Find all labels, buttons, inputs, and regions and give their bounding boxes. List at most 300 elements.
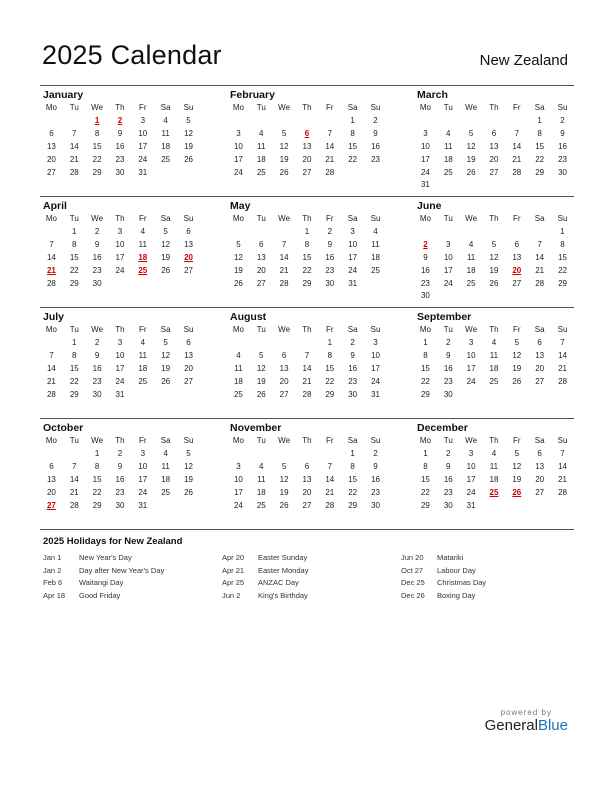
generalblue-logo: [485, 717, 568, 734]
week-row: [40, 167, 200, 180]
day-cell: 1: [72, 226, 77, 236]
month-table: [227, 435, 387, 512]
day-cell: 11: [371, 239, 380, 249]
day-cell: 25: [161, 154, 171, 164]
day-cell: 1: [94, 448, 100, 458]
day-cell: 6: [304, 461, 310, 471]
day-cell: 4: [140, 226, 146, 236]
weekday-header: Mo: [232, 103, 244, 112]
day-cell: 25: [138, 376, 148, 386]
weekday-header: Tu: [69, 103, 79, 112]
day-cell: 7: [281, 239, 287, 249]
day-cell: 31: [420, 180, 430, 190]
weekday-header: We: [465, 325, 478, 334]
month-october: [40, 421, 200, 512]
day-cell: 12: [279, 474, 289, 484]
day-cell: 4: [259, 461, 264, 471]
day-cell: [505, 179, 528, 192]
day-cell: 15: [92, 141, 102, 151]
holiday-date: Jun 20: [401, 553, 424, 562]
day-cell: 18: [161, 474, 171, 484]
day-cell: 8: [423, 461, 428, 471]
week-row: [414, 167, 574, 180]
day-cell: 24: [115, 376, 125, 386]
week-row: [414, 252, 574, 265]
month-name: July: [43, 311, 65, 323]
day-cell: 4: [140, 337, 146, 347]
day-cell: 29: [558, 278, 567, 288]
day-cell: [177, 167, 200, 180]
day-cell: 27: [302, 500, 312, 510]
week-row: [414, 474, 574, 487]
day-cell: 8: [423, 350, 428, 360]
day-cell: 26: [161, 376, 171, 386]
day-cell: 11: [257, 141, 266, 151]
day-cell: 24: [348, 265, 358, 275]
month-name: March: [417, 89, 448, 101]
day-cell: [528, 290, 551, 303]
day-cell: 30: [115, 167, 125, 177]
day-cell: 28: [302, 389, 312, 399]
day-cell: 17: [371, 363, 380, 373]
day-cell: 27: [535, 376, 545, 386]
day-cell: 25: [489, 376, 499, 386]
holiday-item: [401, 577, 571, 590]
day-cell: 23: [371, 154, 380, 164]
day-cell: 20: [489, 154, 499, 164]
weekday-header: Mo: [45, 436, 57, 445]
week-row: [414, 115, 574, 128]
weekday-header: Su: [370, 325, 381, 334]
day-cell: 19: [184, 474, 193, 484]
day-cell: [437, 115, 460, 128]
day-cell: 11: [489, 461, 499, 471]
day-cell: 22: [348, 487, 358, 497]
day-cell: 10: [371, 350, 380, 360]
day-cell: 26: [512, 376, 522, 386]
day-cell: 22: [348, 154, 358, 164]
day-cell: 7: [327, 461, 333, 471]
weekday-header: Fr: [513, 214, 521, 223]
day-cell: 5: [281, 461, 287, 471]
week-row: [40, 141, 200, 154]
day-cell: 27: [184, 265, 193, 275]
month-table: [414, 324, 574, 401]
week-row: [227, 115, 387, 128]
day-cell: 6: [281, 350, 287, 360]
day-cell: 9: [446, 461, 451, 471]
weekday-header: Su: [370, 103, 381, 112]
quarter-row: [40, 196, 574, 307]
day-cell: 11: [489, 350, 499, 360]
quarter-row: [40, 418, 574, 530]
week-row: [227, 226, 387, 239]
day-cell: 3: [468, 337, 474, 347]
holiday-item: [43, 552, 213, 565]
logo-general: General: [484, 717, 538, 734]
day-cell: 25: [443, 167, 453, 177]
day-cell: 17: [115, 252, 125, 262]
day-cell: 2: [560, 115, 565, 125]
week-row: [40, 474, 200, 487]
day-cell: 12: [161, 239, 171, 249]
week-row: [40, 115, 200, 128]
day-cell: 24: [115, 265, 125, 275]
day-cell: 3: [350, 226, 355, 236]
month-name: August: [230, 311, 267, 323]
weekday-header: We: [278, 103, 291, 112]
weekday-header: Mo: [419, 325, 431, 334]
day-cell: 6: [259, 239, 264, 249]
day-cell: 2: [423, 239, 428, 249]
day-cell: 21: [279, 265, 289, 275]
day-cell: 14: [69, 141, 79, 151]
day-cell: 14: [325, 474, 335, 484]
day-cell: 14: [46, 252, 56, 262]
day-cell: 26: [184, 487, 193, 497]
day-cell: 11: [138, 350, 147, 360]
day-cell: 26: [466, 167, 476, 177]
day-cell: [40, 448, 63, 461]
day-cell: 3: [373, 337, 378, 347]
day-cell: 17: [443, 265, 453, 275]
day-cell: 1: [423, 448, 428, 458]
day-cell: 5: [514, 337, 520, 347]
holiday-date: Dec 26: [401, 590, 425, 600]
day-cell: 18: [489, 474, 499, 484]
day-cell: 30: [443, 389, 453, 399]
day-cell: 27: [279, 389, 289, 399]
day-cell: 10: [420, 141, 430, 151]
day-cell: 20: [512, 265, 522, 275]
day-cell: 27: [302, 167, 312, 177]
day-cell: 8: [327, 350, 333, 360]
day-cell: 23: [92, 265, 102, 275]
weekday-header: Tu: [69, 214, 79, 223]
day-cell: 4: [163, 448, 168, 458]
logo-blue: Blue: [537, 717, 568, 734]
weekday-header: Th: [302, 103, 312, 112]
day-cell: 29: [92, 500, 102, 510]
holiday-item: [43, 577, 213, 590]
day-cell: 18: [233, 376, 243, 386]
day-cell: [177, 500, 200, 513]
day-cell: 12: [184, 461, 193, 471]
day-cell: 28: [46, 389, 56, 399]
holiday-name: Christmas Day: [437, 578, 487, 588]
day-cell: 29: [420, 500, 430, 510]
day-cell: 24: [138, 154, 148, 164]
day-cell: 5: [491, 239, 497, 249]
day-cell: 18: [138, 363, 148, 373]
weekday-header: Mo: [45, 103, 57, 112]
day-cell: [414, 115, 437, 128]
day-cell: 21: [69, 154, 79, 164]
day-cell: 22: [69, 376, 79, 386]
day-cell: 20: [256, 265, 266, 275]
day-cell: 25: [138, 265, 148, 275]
day-cell: 6: [49, 128, 54, 138]
day-cell: [227, 226, 250, 239]
day-cell: 6: [304, 128, 310, 138]
day-cell: 17: [233, 154, 243, 164]
day-cell: 25: [256, 167, 266, 177]
week-row: [40, 363, 200, 376]
day-cell: 17: [138, 474, 148, 484]
day-cell: 18: [489, 363, 499, 373]
week-row: [40, 265, 200, 278]
day-cell: 10: [115, 239, 125, 249]
day-cell: 1: [327, 337, 333, 347]
day-cell: 18: [138, 252, 148, 262]
weekday-header: We: [278, 325, 291, 334]
weekday-header: Tu: [69, 325, 79, 334]
day-cell: 23: [348, 376, 358, 386]
day-cell: [483, 500, 506, 513]
weekday-header: We: [91, 436, 104, 445]
weekday-header: Su: [183, 103, 194, 112]
day-cell: 10: [115, 350, 125, 360]
week-row: [414, 290, 574, 303]
day-cell: 12: [161, 350, 171, 360]
day-cell: 12: [279, 141, 289, 151]
day-cell: [528, 179, 551, 192]
weekday-header: Su: [183, 325, 194, 334]
weekday-header: Tu: [443, 436, 453, 445]
month-name: April: [43, 200, 67, 212]
day-cell: [460, 226, 483, 239]
day-cell: [154, 167, 177, 180]
month-march: [414, 88, 574, 192]
day-cell: 30: [420, 291, 430, 301]
week-row: [227, 167, 387, 180]
week-row: [227, 389, 387, 402]
day-cell: 14: [46, 363, 56, 373]
week-row: [414, 141, 574, 154]
day-cell: 10: [348, 239, 358, 249]
day-cell: 23: [92, 376, 102, 386]
day-cell: 17: [115, 363, 125, 373]
day-cell: 13: [46, 141, 56, 151]
day-cell: 7: [49, 350, 54, 360]
weekday-header: Tu: [256, 325, 266, 334]
day-cell: 4: [373, 226, 378, 236]
day-cell: 12: [466, 141, 476, 151]
day-cell: 19: [512, 474, 522, 484]
day-cell: 12: [489, 252, 499, 262]
weekday-header: Sa: [160, 436, 171, 445]
day-cell: 6: [49, 461, 54, 471]
day-cell: 25: [161, 487, 171, 497]
holiday-name: Labour Day: [437, 565, 476, 575]
weekday-header: Sa: [347, 325, 358, 334]
day-cell: [460, 290, 483, 303]
day-cell: 18: [256, 487, 266, 497]
day-cell: [250, 337, 273, 350]
day-cell: 14: [558, 350, 567, 360]
day-cell: [528, 389, 551, 402]
day-cell: 29: [302, 278, 312, 288]
weekday-header: Sa: [160, 214, 171, 223]
day-cell: 28: [558, 487, 567, 497]
day-cell: 21: [325, 487, 335, 497]
weekday-header: Mo: [419, 436, 431, 445]
day-cell: [460, 179, 483, 192]
weekday-header: Mo: [419, 214, 431, 223]
day-cell: 5: [186, 115, 191, 125]
weekday-header: Th: [115, 436, 125, 445]
weekday-header: Th: [115, 103, 125, 112]
day-cell: 7: [72, 128, 77, 138]
weekday-header: Tu: [443, 325, 453, 334]
day-cell: 7: [327, 128, 333, 138]
holiday-date: Apr 18: [43, 590, 66, 600]
calendar-grid: [40, 85, 574, 530]
day-cell: 30: [92, 389, 102, 399]
weekday-header: We: [91, 214, 104, 223]
day-cell: 1: [350, 115, 355, 125]
day-cell: [273, 337, 296, 350]
day-cell: 10: [466, 461, 476, 471]
day-cell: 20: [46, 154, 56, 164]
week-row: [227, 500, 387, 513]
day-cell: 30: [325, 278, 335, 288]
day-cell: 11: [161, 461, 170, 471]
month-december: [414, 421, 574, 512]
day-cell: 6: [491, 128, 497, 138]
day-cell: 1: [304, 226, 310, 236]
month-name: December: [417, 422, 468, 434]
week-row: [40, 376, 200, 389]
day-cell: 16: [443, 474, 453, 484]
month-name: June: [417, 200, 442, 212]
day-cell: [551, 389, 574, 402]
weekday-header: Th: [489, 214, 499, 223]
holiday-date: Jan 1: [43, 553, 62, 562]
day-cell: 28: [325, 167, 335, 177]
day-cell: 19: [256, 376, 266, 386]
day-cell: [296, 115, 319, 128]
day-cell: 22: [302, 265, 312, 275]
week-row: [40, 500, 200, 513]
weekday-header: We: [465, 103, 478, 112]
weekday-header: Mo: [232, 436, 244, 445]
day-cell: 5: [163, 226, 168, 236]
week-row: [227, 337, 387, 350]
month-february: [227, 88, 387, 179]
day-cell: [273, 448, 296, 461]
day-cell: 10: [233, 474, 243, 484]
week-row: [40, 278, 200, 291]
day-cell: 26: [161, 265, 171, 275]
day-cell: 12: [233, 252, 243, 262]
month-name: May: [230, 200, 251, 212]
day-cell: 21: [46, 376, 56, 386]
day-cell: 26: [184, 154, 193, 164]
day-cell: 13: [256, 252, 266, 262]
day-cell: [364, 278, 387, 291]
holiday-date: Apr 25: [222, 578, 245, 588]
day-cell: 21: [535, 265, 545, 275]
month-table: [227, 213, 387, 290]
day-cell: 7: [560, 448, 565, 458]
day-cell: 6: [514, 239, 520, 249]
day-cell: [551, 179, 574, 192]
day-cell: 27: [512, 278, 522, 288]
day-cell: 2: [373, 115, 378, 125]
holiday-item: [43, 565, 213, 578]
week-row: [414, 226, 574, 239]
weekday-header: We: [278, 214, 291, 223]
day-cell: 19: [233, 265, 243, 275]
day-cell: 17: [138, 141, 148, 151]
day-cell: [483, 115, 506, 128]
day-cell: 23: [443, 376, 453, 386]
weekday-header: We: [91, 103, 104, 112]
week-row: [414, 128, 574, 141]
day-cell: 29: [348, 500, 358, 510]
day-cell: 6: [186, 337, 191, 347]
day-cell: 13: [512, 252, 522, 262]
day-cell: [250, 448, 273, 461]
week-row: [227, 128, 387, 141]
week-row: [227, 363, 387, 376]
holiday-item: [222, 577, 392, 590]
month-november: [227, 421, 387, 512]
weekday-header: Th: [489, 436, 499, 445]
weekday-header: Tu: [443, 214, 453, 223]
day-cell: 16: [325, 252, 335, 262]
weekday-header: Su: [557, 103, 568, 112]
day-cell: 8: [560, 239, 565, 249]
holiday-name: ANZAC Day: [258, 578, 299, 588]
day-cell: 5: [186, 448, 191, 458]
day-cell: [250, 226, 273, 239]
day-cell: 22: [420, 487, 430, 497]
day-cell: 26: [233, 278, 243, 288]
day-cell: 20: [184, 252, 193, 262]
day-cell: 28: [69, 500, 79, 510]
day-cell: 13: [302, 474, 312, 484]
day-cell: 28: [558, 376, 567, 386]
day-cell: 31: [115, 389, 125, 399]
week-row: [227, 474, 387, 487]
holiday-name: Day after New Year's Day: [79, 565, 165, 575]
weekday-header: Th: [302, 214, 312, 223]
week-row: [227, 265, 387, 278]
holiday-name: Good Friday: [79, 590, 121, 600]
day-cell: 14: [302, 363, 312, 373]
day-cell: 20: [535, 363, 545, 373]
day-cell: 6: [186, 226, 191, 236]
day-cell: 22: [325, 376, 335, 386]
month-may: [227, 199, 387, 290]
month-name: January: [43, 89, 84, 101]
quarter-row: [40, 85, 574, 196]
month-name: November: [230, 422, 282, 434]
holiday-name: Easter Monday: [258, 565, 309, 575]
weekday-header: Sa: [534, 103, 545, 112]
day-cell: 11: [466, 252, 476, 262]
holiday-item: [222, 552, 392, 565]
day-cell: [437, 290, 460, 303]
day-cell: 17: [348, 252, 358, 262]
month-table: [227, 102, 387, 179]
day-cell: 9: [94, 239, 100, 249]
day-cell: 27: [46, 500, 56, 510]
day-cell: 18: [161, 141, 171, 151]
day-cell: 17: [233, 487, 243, 497]
